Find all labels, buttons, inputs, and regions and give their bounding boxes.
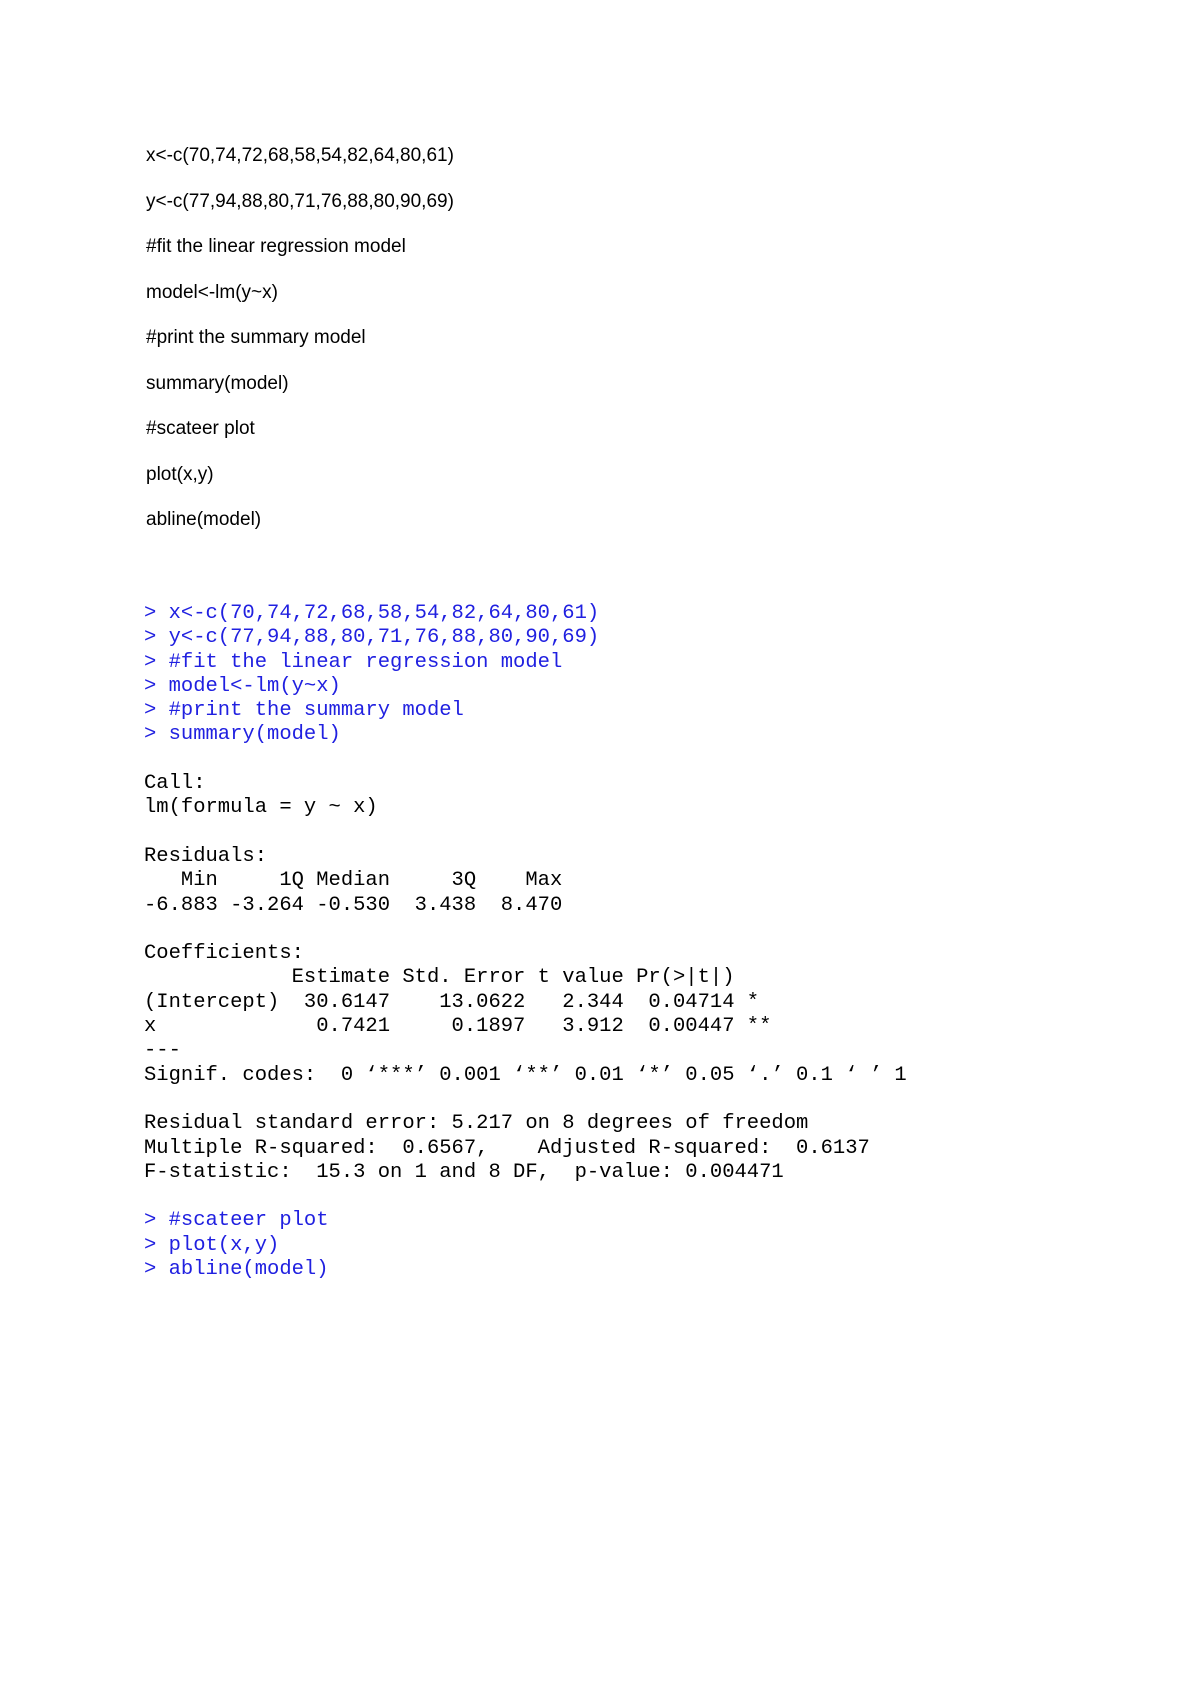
console-output-line: Residual standard error: 5.217 on 8 degrees of freedom: [144, 1112, 809, 1136]
console-blank-line: [144, 1185, 907, 1209]
console-blank-line: [144, 821, 907, 845]
script-line: #fit the linear regression model: [146, 236, 406, 257]
r-console-output: [144, 602, 907, 1282]
console-blank-line: [144, 918, 907, 942]
console-output-line: Estimate Std. Error t value Pr(>|t|): [144, 966, 772, 990]
script-line: y<-c(77,94,88,80,71,76,88,80,90,69): [146, 190, 454, 212]
console-blank-line: [144, 1088, 907, 1112]
console-input-line: > #fit the linear regression model: [144, 650, 563, 674]
script-line: plot(x,y): [146, 463, 214, 485]
console-output-line: Multiple R-squared: 0.6567, Adjusted R-squared: 0.6137: [144, 1136, 883, 1160]
script-line: abline(model): [146, 509, 262, 530]
script-line: #scateer plot: [146, 418, 255, 439]
console-input-line: > plot(x,y): [144, 1233, 280, 1257]
console-input-line: > x<-c(70,74,72,68,58,54,82,64,80,61): [144, 602, 600, 625]
console-input-line: > abline(model): [144, 1258, 329, 1282]
script-line: #print the summary model: [146, 327, 366, 348]
console-output-line: -6.883 -3.264 -0.530 3.438 8.470: [144, 893, 575, 917]
script-line: summary(model): [146, 372, 289, 394]
console-output-line: Coefficients:: [144, 942, 304, 966]
console-input-line: > #print the summary model: [144, 699, 464, 723]
script-line: x<-c(70,74,72,68,58,54,82,64,80,61): [146, 145, 454, 166]
console-input-line: > y<-c(77,94,88,80,71,76,88,80,90,69): [144, 626, 600, 650]
console-output-line: Residuals:: [144, 844, 268, 868]
console-blank-line: [144, 748, 907, 772]
r-script-code: [146, 146, 454, 556]
console-input-line: > #scateer plot: [144, 1209, 329, 1233]
console-input-line: > summary(model): [144, 723, 341, 747]
script-line: model<-lm(y~x): [146, 281, 278, 303]
console-output-line: Call:: [144, 772, 206, 796]
console-output-line: (Intercept) 30.6147 13.0622 2.344 0.04714 *: [144, 990, 772, 1014]
console-output-line: Signif. codes: 0 ‘***’ 0.001 ‘**’ 0.01 ‘*’ 0.05 ‘.’ 0.1 ‘ ’ 1: [144, 1063, 907, 1087]
console-output-line: x 0.7421 0.1897 3.912 0.00447 **: [144, 1015, 772, 1039]
console-output-line: lm(formula = y ~ x): [144, 796, 378, 820]
console-output-line: F-statistic: 15.3 on 1 and 8 DF, p-value: 0.004471: [144, 1160, 784, 1184]
console-input-line: > model<-lm(y~x): [144, 674, 341, 698]
console-output-line: Min 1Q Median 3Q Max: [144, 869, 575, 893]
console-output-line: ---: [144, 1039, 181, 1063]
